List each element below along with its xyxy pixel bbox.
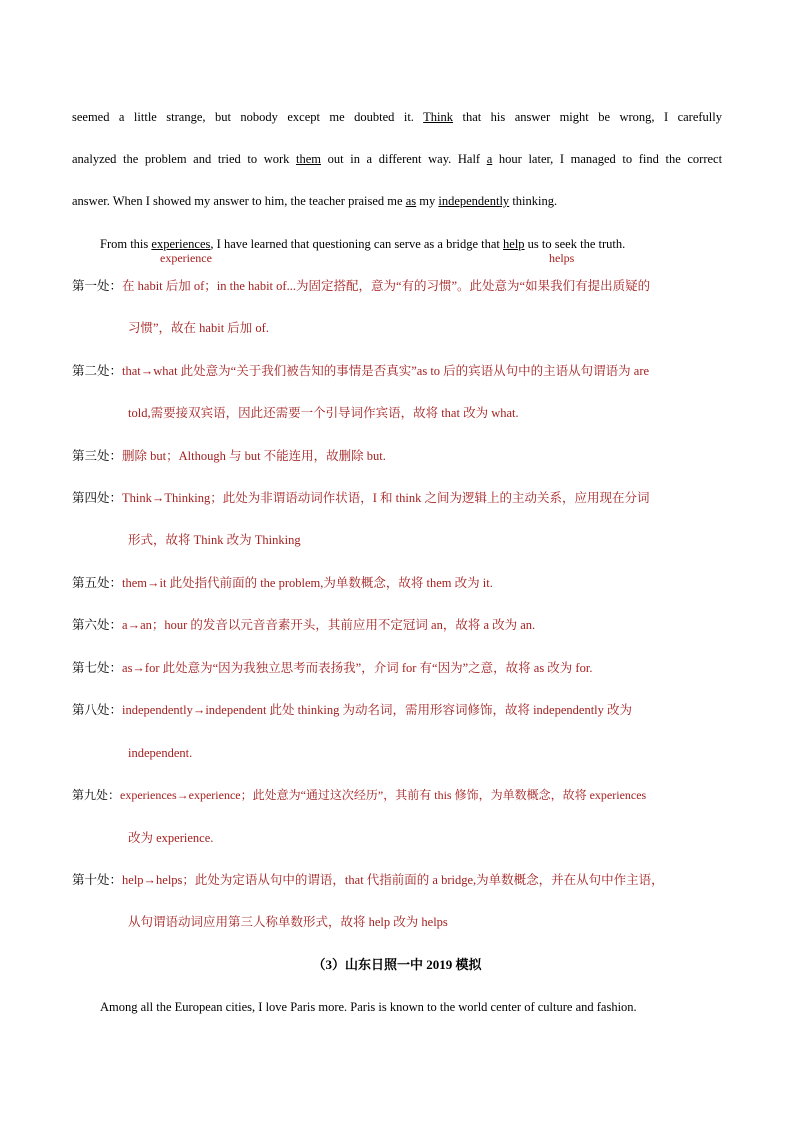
explanation-lead: 第十处： — [72, 873, 123, 887]
explanation-6 — [72, 617, 722, 633]
explanation-lead: 第四处： — [72, 491, 123, 505]
explanation-10-cont: 从句谓语动词应用第三人称单数形式，故将 help 改为 helps — [128, 915, 448, 929]
passage-text: that his answer might be wrong, I carefully — [462, 110, 722, 124]
passage-text: seemed a little strange, but nobody except me doubted it. — [72, 110, 414, 124]
passage-text: , I have learned that questioning can serve as a bridge that — [210, 237, 500, 251]
explanation-9 — [72, 787, 722, 803]
explanation-text: a→an；hour 的发音以元音音素开头，其前应用不定冠词 an，故将 a 改为 an. — [122, 618, 536, 632]
explanation-7 — [72, 660, 722, 676]
explanation-1 — [72, 278, 722, 294]
explanation-8-cont: independent. — [128, 746, 193, 760]
explanation-text: experiences→experience；此处意为“通过这次经历”，其前有 this 修饰，为单数概念，故将 experiences — [120, 788, 647, 802]
explanation-4-cont: 形式，故将 Think 改为 Thinking — [128, 533, 301, 547]
explanation-text: 在 habit 后加 of；in the habit of...为固定搭配，意为“有的习惯”。此处意为“如果我们有提出质疑的 — [122, 279, 651, 293]
passage-text: From this — [100, 237, 149, 251]
explanation-text: them→it 此处指代前面的 the problem,为单数概念，故将 them 改为 it. — [122, 576, 493, 590]
explanation-lead: 第九处： — [72, 788, 121, 802]
explanation-10 — [72, 872, 722, 888]
passage-line-2 — [72, 151, 722, 167]
explanation-1-cont: 习惯”，故在 habit 后加 of. — [128, 321, 269, 335]
explanation-lead: 第一处： — [72, 279, 123, 293]
explanation-text: Think→Thinking；此处为非谓语动词作状语，I 和 think 之间为逻辑上的主动关系，应用现在分词 — [122, 491, 650, 505]
explanation-2 — [72, 363, 722, 379]
explanation-9-cont: 改为 experience. — [128, 831, 214, 845]
error-word-them: them — [296, 152, 322, 166]
passage-text: answer. When I showed my answer to him, the teacher praised me — [72, 194, 403, 208]
error-word-as: as — [405, 194, 417, 208]
explanation-lead: 第七处： — [72, 661, 123, 675]
passage-line-3 — [72, 193, 722, 209]
new-passage-line-1: Among all the European cities, I love Paris more. Paris is known to the world center of culture and fashion. — [100, 1000, 637, 1014]
passage-text: analyzed the problem and tried to work — [72, 152, 290, 166]
explanation-lead: 第八处： — [72, 703, 123, 717]
explanation-3 — [72, 448, 722, 464]
section-heading: （3）山东日照一中 2019 模拟 — [312, 957, 482, 972]
passage-text: hour later, I managed to find the correct — [498, 152, 723, 166]
error-word-experiences: experiences — [151, 237, 211, 251]
explanation-lead: 第六处： — [72, 618, 123, 632]
error-word-think: Think — [423, 110, 454, 124]
explanation-lead: 第二处： — [72, 364, 123, 378]
explanation-8 — [72, 702, 722, 718]
passage-line-1 — [72, 109, 722, 125]
explanation-lead: 第五处： — [72, 576, 123, 590]
explanation-text: that→what 此处意为“关于我们被告知的事情是否真实”as to 后的宾语从句中的主语从句谓语为 are — [122, 364, 650, 378]
passage-text: my — [419, 194, 436, 208]
correction-helps: helps — [549, 251, 575, 265]
explanation-4 — [72, 490, 722, 506]
explanation-text: independently→independent 此处 thinking 为动名词，需用形容词修饰，故将 independently 改为 — [122, 703, 633, 717]
explanation-2-cont: told,需要接双宾语，因此还需要一个引导词作宾语，故将 that 改为 what. — [128, 406, 519, 420]
error-word-a: a — [486, 152, 493, 166]
passage-text: thinking. — [512, 194, 558, 208]
correction-experience: experience — [160, 251, 212, 265]
passage-text: out in a different way. Half — [327, 152, 481, 166]
passage-text: us to seek the truth. — [527, 237, 626, 251]
explanation-5 — [72, 575, 722, 591]
error-word-independently: independently — [438, 194, 510, 208]
explanation-text: help→helps；此处为定语从句中的谓语，that 代指前面的 a bridge,为单数概念，并在从句中作主语， — [122, 873, 664, 887]
explanation-text: 删除 but；Although 与 but 不能连用，故删除 but. — [122, 449, 386, 463]
explanation-lead: 第三处： — [72, 449, 123, 463]
error-word-help: help — [503, 237, 525, 251]
passage-line-4 — [100, 236, 722, 252]
explanation-text: as→for 此处意为“因为我独立思考而表扬我”，介词 for 有“因为”之意，故将 as 改为 for. — [122, 661, 593, 675]
